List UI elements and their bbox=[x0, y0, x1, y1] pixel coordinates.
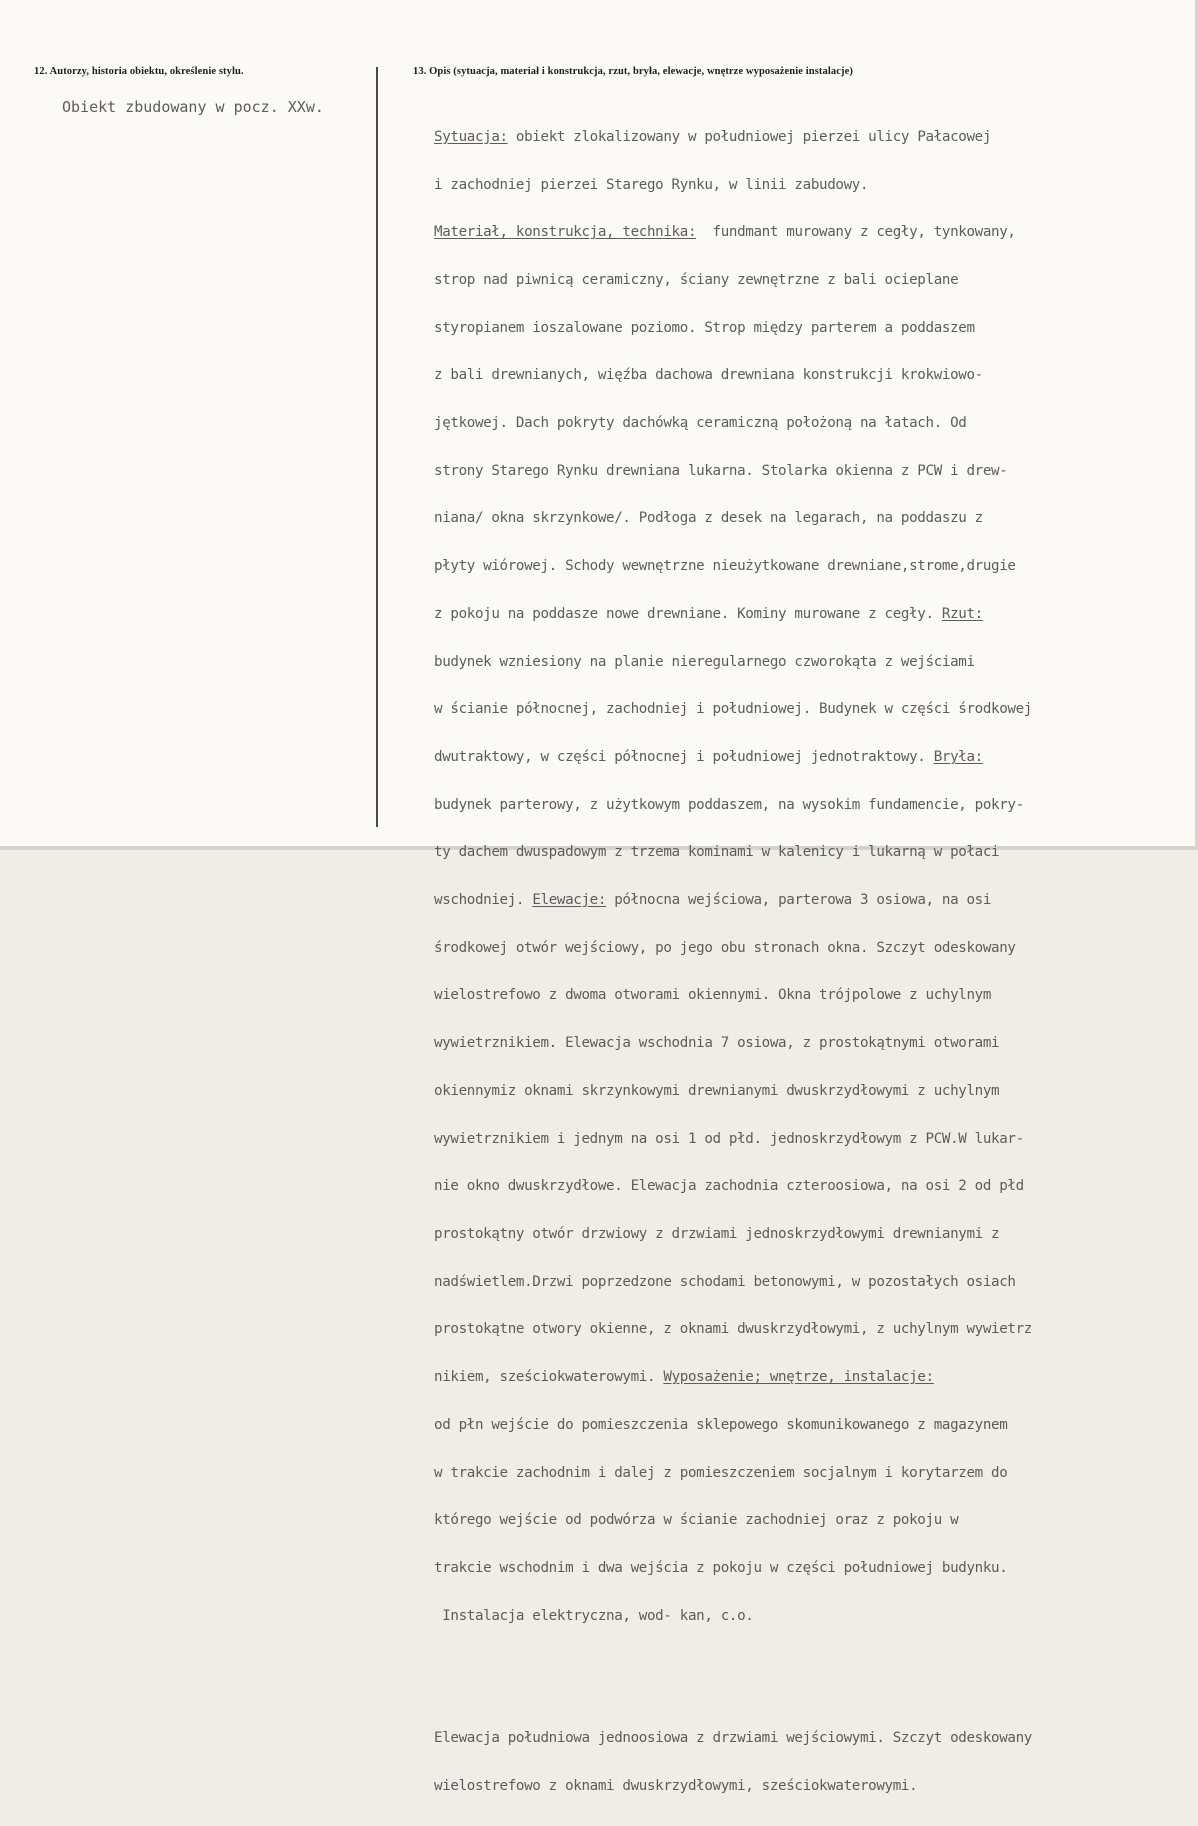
description-line bbox=[434, 1513, 1032, 1529]
line-text: środkowej otwór wejściowy, po jego obu stronach okna. Szczyt odeskowany bbox=[434, 939, 1016, 956]
column-divider bbox=[376, 67, 378, 827]
line-text: ty dachem dwuspadowym z trzema kominami w kalenicy i lukarną w połaci bbox=[434, 844, 1000, 861]
line-text: w trakcie zachodnim i dalej z pomieszczeniem socjalnym i korytarzem do bbox=[434, 1464, 1008, 1481]
line-text: z pokoju na poddasze nowe drewniane. Kominy murowane z cegły. bbox=[434, 605, 942, 622]
description-body bbox=[434, 98, 1032, 1826]
description-line bbox=[434, 1418, 1032, 1434]
section-label: Materiał, konstrukcja, technika: bbox=[434, 224, 697, 241]
line-text: fundmant murowany z cegły, tynkowany, bbox=[696, 224, 1016, 241]
line-text: płyty wiórowej. Schody wewnętrzne nieużytkowane drewniane,strome,drugie bbox=[434, 558, 1016, 575]
description-line bbox=[434, 1609, 1032, 1625]
description-line bbox=[434, 368, 1032, 384]
description-line bbox=[434, 511, 1032, 527]
description-line bbox=[434, 798, 1032, 814]
line-text: nadświetlem.Drzwi poprzedzone schodami betonowymi, w pozostałych osiach bbox=[434, 1273, 1016, 1290]
description-line bbox=[434, 273, 1032, 289]
line-text: niana/ okna skrzynkowe/. Podłoga z desek na legarach, na poddaszu z bbox=[434, 510, 983, 527]
description-line bbox=[434, 321, 1032, 337]
line-text: wielostrefowo z dwoma otworami okiennymi. Okna trójpolowe z uchylnym bbox=[434, 987, 992, 1004]
description-line bbox=[434, 1466, 1032, 1482]
description-line bbox=[434, 607, 1032, 623]
section-label: Sytuacja: bbox=[434, 128, 508, 145]
description-line bbox=[434, 1275, 1032, 1291]
section-13-heading: 13. Opis (sytuacja, materiał i konstrukcja, rzut, bryła, elewacje, wnętrze wyposażenie instalacje) bbox=[413, 66, 853, 77]
description-line bbox=[434, 178, 1032, 194]
description-line bbox=[434, 988, 1032, 1004]
description-line bbox=[434, 416, 1032, 432]
line-text: trakcie wschodnim i dwa wejścia z pokoju w części południowej budynku. bbox=[434, 1559, 1008, 1576]
line-text: strony Starego Rynku drewniana lukarna. Stolarka okienna z PCW i drew- bbox=[434, 462, 1008, 479]
section-label: Rzut: bbox=[941, 605, 983, 622]
description-line bbox=[434, 464, 1032, 480]
addendum-line bbox=[434, 1731, 1032, 1747]
description-line bbox=[434, 893, 1032, 909]
line-text: wschodniej. bbox=[434, 892, 533, 909]
section-label: Bryła: bbox=[933, 748, 983, 765]
line-text: budynek parterowy, z użytkowym poddaszem, na wysokim fundamencie, pokry- bbox=[434, 796, 1024, 813]
description-line bbox=[434, 1084, 1032, 1100]
section-12-heading: 12. Autorzy, historia obiektu, określenie stylu. bbox=[34, 66, 244, 77]
description-line bbox=[434, 1322, 1032, 1338]
section-label: Elewacje: bbox=[532, 892, 607, 909]
line-text: dwutraktowy, w części północnej i południowej jednotraktowy. bbox=[434, 748, 934, 765]
line-text: budynek wzniesiony na planie nieregularnego czworokąta z wejściami bbox=[434, 653, 975, 670]
description-line bbox=[434, 130, 1032, 146]
history-note: Obiekt zbudowany w pocz. XXw. bbox=[62, 98, 324, 116]
line-text: którego wejście od podwórza w ścianie zachodniej oraz z pokoju w bbox=[434, 1512, 959, 1529]
line-text: styropianem ioszalowane poziomo. Strop między parterem a poddaszem bbox=[434, 319, 975, 336]
description-line bbox=[434, 559, 1032, 575]
description-line bbox=[434, 1036, 1032, 1052]
paragraph-gap bbox=[434, 1672, 1032, 1683]
description-line bbox=[434, 655, 1032, 671]
description-line bbox=[434, 941, 1032, 957]
line-text: okiennymiz oknami skrzynkowymi drewnianymi dwuskrzydłowymi z uchylnym bbox=[434, 1082, 1000, 1099]
description-line bbox=[434, 225, 1032, 241]
line-text: strop nad piwnicą ceramiczny, ściany zewnętrzne z bali ocieplane bbox=[434, 271, 959, 288]
line-text: Instalacja elektryczna, wod- kan, c.o. bbox=[434, 1607, 754, 1624]
line-text: i zachodniej pierzei Starego Rynku, w linii zabudowy. bbox=[434, 176, 869, 193]
description-line bbox=[434, 1132, 1032, 1148]
addendum-line bbox=[434, 1779, 1032, 1795]
description-line bbox=[434, 1179, 1032, 1195]
line-text: północna wejściowa, parterowa 3 osiowa, na osi bbox=[606, 892, 992, 909]
description-line bbox=[434, 750, 1032, 766]
line-text: wielostrefowo z oknami dwuskrzydłowymi, sześciokwaterowymi. bbox=[434, 1777, 918, 1794]
line-text: od płn wejście do pomieszczenia sklepowego skomunikowanego z magazynem bbox=[434, 1416, 1008, 1433]
line-text: wywietrznikiem. Elewacja wschodnia 7 osiowa, z prostokątnymi otworami bbox=[434, 1035, 1000, 1052]
line-text: z bali drewnianych, więźba dachowa drewniana konstrukcji krokwiowo- bbox=[434, 367, 983, 384]
description-line bbox=[434, 1370, 1032, 1386]
line-text: jętkowej. Dach pokryty dachówką ceramiczną położoną na łatach. Od bbox=[434, 415, 967, 432]
line-text: nikiem, sześciokwaterowymi. bbox=[434, 1369, 664, 1386]
line-text: Elewacja południowa jednoosiowa z drzwiami wejściowymi. Szczyt odeskowany bbox=[434, 1729, 1032, 1746]
line-text: obiekt zlokalizowany w południowej pierzei ulicy Pałacowej bbox=[507, 128, 992, 145]
description-line bbox=[434, 702, 1032, 718]
line-text: nie okno dwuskrzydłowe. Elewacja zachodnia czteroosiowa, na osi 2 od płd bbox=[434, 1178, 1024, 1195]
line-text: w ścianie północnej, zachodniej i południowej. Budynek w części środkowej bbox=[434, 701, 1032, 718]
description-line bbox=[434, 1561, 1032, 1577]
line-text: prostokątny otwór drzwiowy z drzwiami jednoskrzydłowymi drewnianymi z bbox=[434, 1225, 1000, 1242]
line-text: prostokątne otwory okienne, z oknami dwuskrzydłowymi, z uchylnym wywietrz bbox=[434, 1321, 1032, 1338]
line-text: wywietrznikiem i jednym na osi 1 od płd. jednoskrzydłowym z PCW.W lukar- bbox=[434, 1130, 1024, 1147]
section-label: Wyposażenie; wnętrze, instalacje: bbox=[663, 1369, 934, 1386]
description-line bbox=[434, 1227, 1032, 1243]
description-line bbox=[434, 845, 1032, 861]
